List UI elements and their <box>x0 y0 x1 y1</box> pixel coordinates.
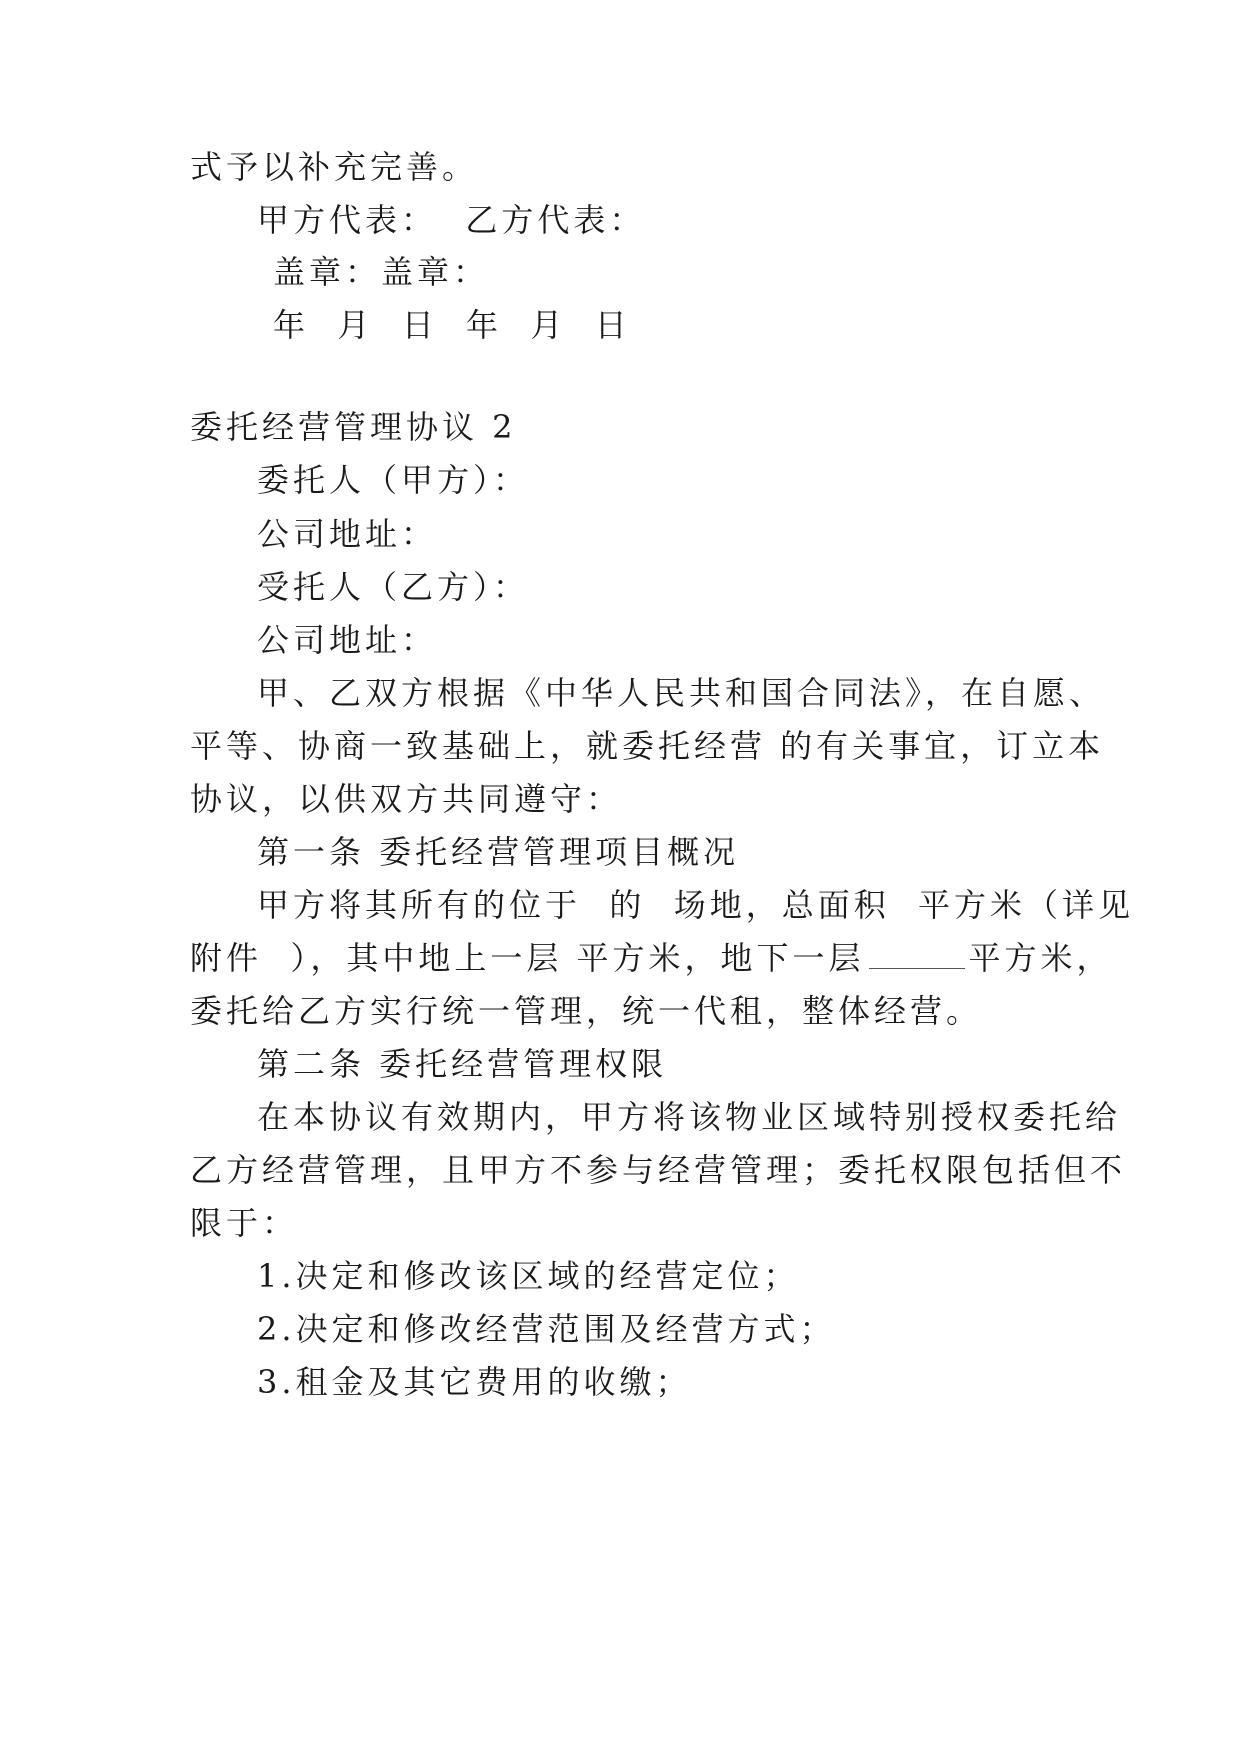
text-line: 式予以补充完善。 <box>190 148 479 186</box>
text-line: 平等、协商一致基础上，就委托经营 的有关事宜，订立本 <box>190 727 1105 765</box>
list-item: 3.租金及其它费用的收缴； <box>257 1363 692 1401</box>
text-segment: 平方米， <box>968 939 1113 977</box>
text-line: 公司地址： <box>257 515 438 553</box>
text-line: 在本协议有效期内，甲方将该物业区域特别授权委托给 <box>257 1098 1122 1136</box>
text-line: 盖章：盖章： <box>273 253 490 291</box>
text-line: 委托给乙方实行统一管理，统一代租，整体经营。 <box>190 992 983 1030</box>
article-heading: 第一条 委托经营管理项目概况 <box>257 833 740 871</box>
text-segment: 附件 ），其中地上一层 平方米，地下一层 <box>190 939 865 977</box>
list-item: 2.决定和修改经营范围及经营方式； <box>257 1310 836 1348</box>
text-line: 协议，以供双方共同遵守： <box>190 780 623 818</box>
article-heading: 第二条 委托经营管理权限 <box>257 1045 668 1083</box>
list-item: 1.决定和修改该区域的经营定位； <box>257 1257 800 1295</box>
text-line: 甲方将其所有的位于 的 场地，总面积 平方米（详见 <box>257 886 1135 924</box>
text-line: 甲方代表： 乙方代表： <box>257 201 646 239</box>
text-line: 甲、乙双方根据《中华人民共和国合同法》，在自愿、 <box>257 674 1106 712</box>
section-title: 委托经营管理协议 2 <box>190 408 517 446</box>
text-line: 年 月 日 年 月 日 <box>273 306 631 344</box>
text-line: 限于： <box>190 1204 299 1242</box>
text-line: 乙方经营管理，且甲方不参与经营管理；委托权限包括但不 <box>190 1151 1127 1189</box>
text-line: 委托人（甲方）： <box>257 461 530 499</box>
fill-in-blank <box>869 942 965 969</box>
text-line <box>190 938 1113 978</box>
text-line: 受托人（乙方）： <box>257 568 530 606</box>
text-line: 公司地址： <box>257 621 438 659</box>
